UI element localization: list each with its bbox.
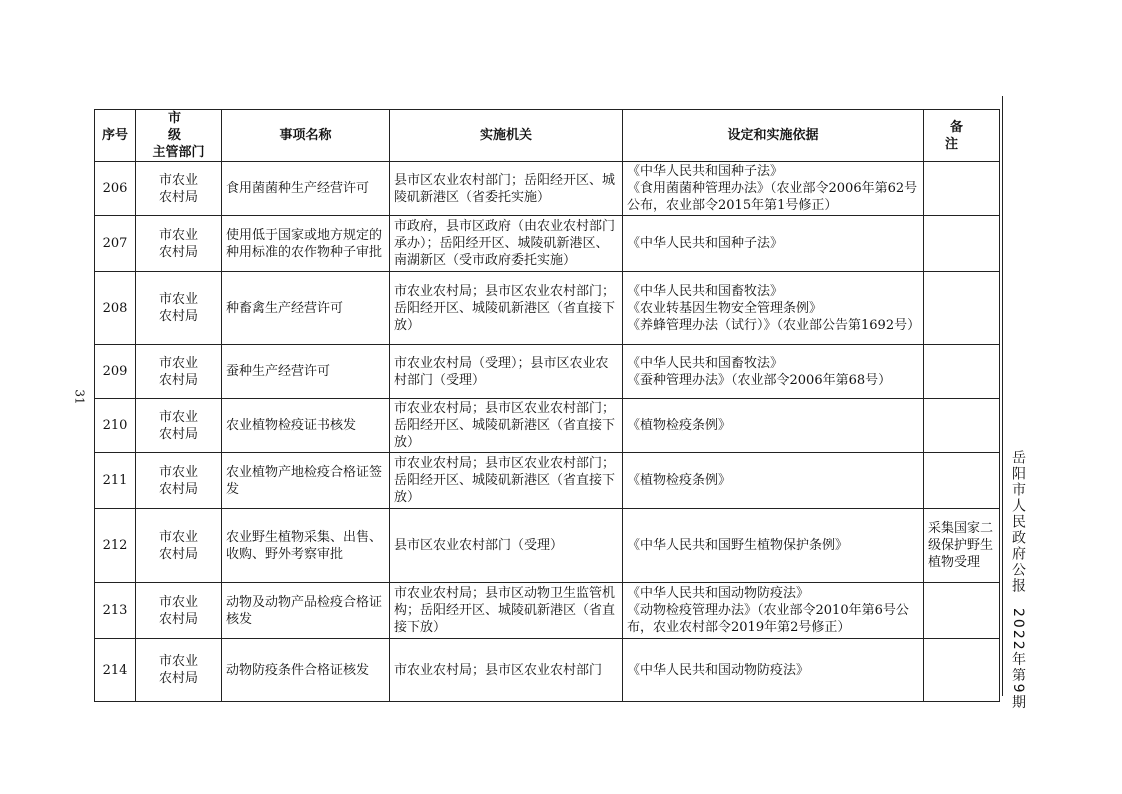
row-dept: 市农业 农村局 — [136, 509, 222, 583]
row-dept: 市农业 农村局 — [136, 583, 222, 639]
row-agency: 市农业农村局；县市区动物卫生监管机构；岳阳经开区、城陵矶新港区（省直接下放） — [390, 583, 623, 639]
row-item-name: 农业植物检疫证书核发 — [222, 399, 390, 453]
row-remark — [924, 345, 1000, 399]
header-dept-bottom: 主管部门 — [152, 145, 205, 160]
header-agency: 实施机关 — [390, 110, 623, 162]
row-agency: 市农业农村局；县市区农业农村部门；岳阳经开区、城陵矶新港区（省直接下放） — [390, 453, 623, 509]
row-agency: 市农业农村局；县市区农业农村部门 — [390, 639, 623, 702]
row-seq: 209 — [95, 345, 136, 399]
row-basis: 《植物检疫条例》 — [623, 453, 924, 509]
table-header-row — [95, 110, 1000, 162]
row-seq: 211 — [95, 453, 136, 509]
header-seq: 序号 — [95, 110, 136, 162]
row-remark — [924, 216, 1000, 272]
row-dept: 市农业 农村局 — [136, 345, 222, 399]
row-seq: 210 — [95, 399, 136, 453]
journal-side-title — [1008, 450, 1028, 711]
row-remark — [924, 453, 1000, 509]
row-agency: 市农业农村局；县市区农业农村部门；岳阳经开区、城陵矶新港区（省直接下放） — [390, 272, 623, 345]
row-dept: 市农业 农村局 — [136, 272, 222, 345]
row-basis: 《中华人民共和国种子法》 — [623, 216, 924, 272]
row-remark — [924, 639, 1000, 702]
header-remark — [924, 110, 1000, 162]
page-number: 31 — [72, 389, 87, 405]
row-item-name: 动物防疫条件合格证核发 — [222, 639, 390, 702]
row-remark — [924, 162, 1000, 216]
row-seq: 212 — [95, 509, 136, 583]
row-remark — [924, 272, 1000, 345]
table-row — [95, 272, 1000, 345]
row-basis: 《中华人民共和国种子法》 《食用菌菌种管理办法》（农业部令2006年第62号公布，农业部令2015年第1号修正） — [623, 162, 924, 216]
row-item-name: 农业植物产地检疫合格证签发 — [222, 453, 390, 509]
row-item-name: 动物及动物产品检疫合格证核发 — [222, 583, 390, 639]
header-basis: 设定和实施依据 — [623, 110, 924, 162]
row-basis: 《中华人民共和国畜牧法》 《农业转基因生物安全管理条例》 《养蜂管理办法（试行）》（农业部公告第1692号） — [623, 272, 924, 345]
row-dept: 市农业 农村局 — [136, 399, 222, 453]
row-basis: 《中华人民共和国动物防疫法》 《动物检疫管理办法》（农业部令2010年第6号公布，农业农村部令2019年第2号修正） — [623, 583, 924, 639]
journal-issue: 2022年第9期 — [1010, 608, 1026, 711]
row-basis: 《植物检疫条例》 — [623, 399, 924, 453]
row-item-name: 农业野生植物采集、出售、收购、野外考察审批 — [222, 509, 390, 583]
header-dept — [136, 110, 222, 162]
row-remark: 采集国家二级保护野生植物受理 — [924, 509, 1000, 583]
header-remark-text: 备注 — [944, 119, 983, 152]
row-dept: 市农业 农村局 — [136, 639, 222, 702]
table-row — [95, 162, 1000, 216]
table-row — [95, 639, 1000, 702]
table-row — [95, 399, 1000, 453]
table-row — [95, 583, 1000, 639]
row-item-name: 蚕种生产经营许可 — [222, 345, 390, 399]
header-name: 事项名称 — [222, 110, 390, 162]
table-row — [95, 509, 1000, 583]
table-body — [95, 162, 1000, 702]
row-agency: 县市区农业农村部门（受理） — [390, 509, 623, 583]
table-row — [95, 345, 1000, 399]
row-item-name: 种畜禽生产经营许可 — [222, 272, 390, 345]
row-agency: 市农业农村局（受理）；县市区农业农村部门（受理） — [390, 345, 623, 399]
row-basis: 《中华人民共和国野生植物保护条例》 — [623, 509, 924, 583]
row-seq: 213 — [95, 583, 136, 639]
row-agency: 县市区农业农村部门；岳阳经开区、城陵矶新港区（省委托实施） — [390, 162, 623, 216]
row-dept: 市农业 农村局 — [136, 453, 222, 509]
journal-name: 岳阳市人民政府公报 — [1010, 450, 1026, 594]
margin-rule — [1002, 96, 1003, 696]
row-seq: 207 — [95, 216, 136, 272]
row-seq: 206 — [95, 162, 136, 216]
row-seq: 214 — [95, 639, 136, 702]
row-agency: 市农业农村局；县市区农业农村部门；岳阳经开区、城陵矶新港区（省直接下放） — [390, 399, 623, 453]
row-dept: 市农业 农村局 — [136, 216, 222, 272]
row-basis: 《中华人民共和国动物防疫法》 — [623, 639, 924, 702]
table-row — [95, 216, 1000, 272]
row-agency: 市政府，县市区政府（由农业农村部门承办）；岳阳经开区、城陵矶新港区、南湖新区（受市政府委托实施） — [390, 216, 623, 272]
row-basis: 《中华人民共和国畜牧法》 《蚕种管理办法》（农业部令2006年第68号） — [623, 345, 924, 399]
row-remark — [924, 399, 1000, 453]
row-remark — [924, 583, 1000, 639]
table-row — [95, 453, 1000, 509]
row-item-name: 使用低于国家或地方规定的种用标准的农作物种子审批 — [222, 216, 390, 272]
row-seq: 208 — [95, 272, 136, 345]
row-dept: 市农业 农村局 — [136, 162, 222, 216]
header-dept-top: 市级 — [167, 111, 209, 143]
row-item-name: 食用菌菌种生产经营许可 — [222, 162, 390, 216]
approval-items-table — [94, 109, 1000, 702]
